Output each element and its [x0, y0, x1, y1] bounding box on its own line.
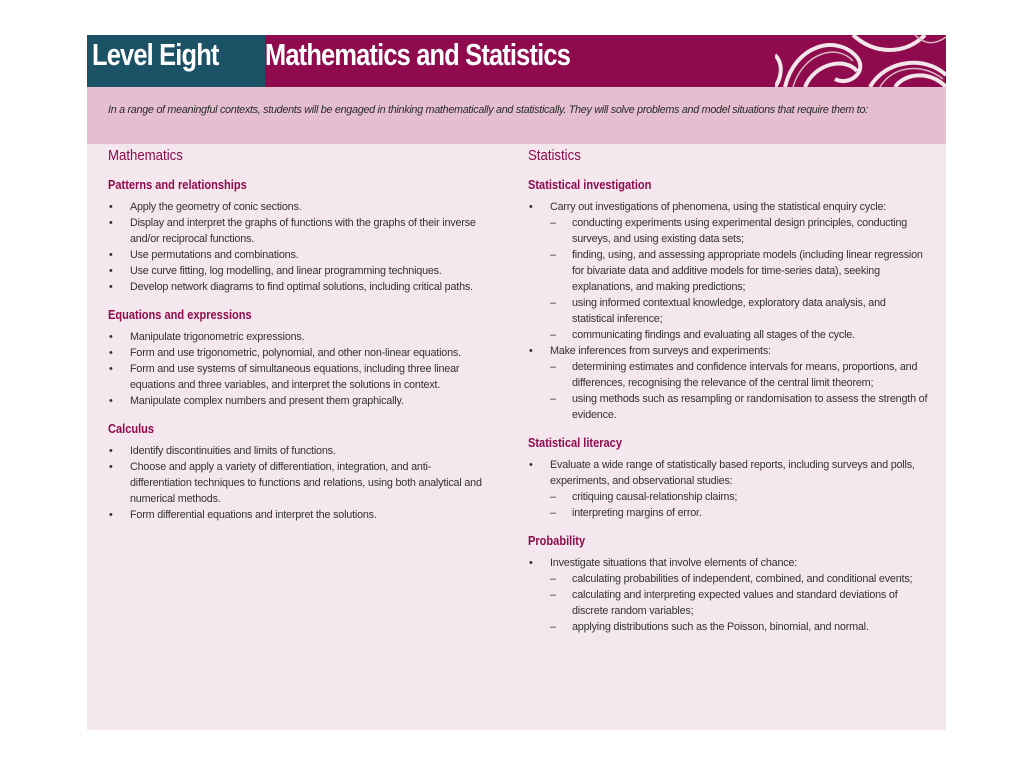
intro-band [87, 87, 946, 144]
list-item: • Form and use trigonometric, polynomial, and other non-linear equations. [108, 345, 488, 361]
list-item-text: Carry out investigations of phenomena, using the statistical enquiry cycle: [550, 201, 887, 213]
sub-list [550, 489, 928, 521]
sub-list-item: – finding, using, and assessing appropriate models (including linear regression for bivariate data and additive models for time-series data), seeking explanations, and making predictions; [550, 247, 928, 295]
column-title: Statistics [528, 147, 581, 164]
level-banner [87, 35, 265, 87]
list-item: • Develop network diagrams to find optimal solutions, including critical paths. [108, 279, 488, 295]
section-title: Statistical literacy [528, 435, 622, 450]
list-item: • Use curve fitting, log modelling, and linear programming techniques. [108, 263, 488, 279]
bullet-list [108, 329, 488, 409]
sub-list [550, 571, 928, 635]
sub-list-item: – using methods such as resampling or randomisation to assess the strength of evidence. [550, 391, 928, 423]
sub-list-item: – applying distributions such as the Poisson, binomial, and normal. [550, 619, 928, 635]
list-item-text: Make inferences from surveys and experiments: [550, 345, 771, 357]
list-item [528, 199, 928, 343]
sub-list-item: – critiquing causal-relationship claims; [550, 489, 928, 505]
list-item: • Manipulate trigonometric expressions. [108, 329, 488, 345]
list-item: • Choose and apply a variety of differentiation, integration, and anti-differentiation techniques to functions and relations, using both analytical and numerical methods. [108, 459, 488, 507]
sub-list [550, 215, 928, 343]
bullet-list [528, 199, 928, 423]
statistics-column [528, 147, 928, 647]
curriculum-page [87, 35, 946, 730]
level-title: Level Eight [92, 37, 219, 72]
sub-list [550, 359, 928, 423]
list-item-text: Evaluate a wide range of statistically based reports, including surveys and polls, experiments, and observational studies: [550, 459, 915, 487]
intro-text: In a range of meaningful contexts, students will be engaged in thinking mathematically and statistically. They will solve problems and model situations that require them to: [108, 104, 868, 116]
sub-list-item: – interpreting margins of error. [550, 505, 928, 521]
bullet-list [108, 443, 488, 523]
sub-list-item: – conducting experiments using experimental design principles, conducting surveys, and using existing data sets; [550, 215, 928, 247]
list-item: • Identify discontinuities and limits of functions. [108, 443, 488, 459]
list-item: • Display and interpret the graphs of functions with the graphs of their inverse and/or reciprocal functions. [108, 215, 488, 247]
list-item [528, 555, 928, 635]
list-item [528, 457, 928, 521]
column-title: Mathematics [108, 147, 183, 164]
sub-list-item: – determining estimates and confidence intervals for means, proportions, and differences, recognising the relevance of the central limit theorem; [550, 359, 928, 391]
bullet-list [108, 199, 488, 295]
list-item: • Apply the geometry of conic sections. [108, 199, 488, 215]
list-item: • Form differential equations and interpret the solutions. [108, 507, 488, 523]
section-title: Equations and expressions [108, 307, 252, 322]
list-item: • Use permutations and combinations. [108, 247, 488, 263]
list-item: • Form and use systems of simultaneous equations, including three linear equations and three variables, and interpret the solutions in context. [108, 361, 488, 393]
sub-list-item: – calculating probabilities of independent, combined, and conditional events; [550, 571, 928, 587]
sub-list-item: – calculating and interpreting expected values and standard deviations of discrete random variables; [550, 587, 928, 619]
section-title: Statistical investigation [528, 177, 652, 192]
list-item [528, 343, 928, 423]
sub-list-item: – communicating findings and evaluating all stages of the cycle. [550, 327, 928, 343]
section-title: Calculus [108, 421, 155, 436]
section-title: Probability [528, 533, 586, 548]
subject-title: Mathematics and Statistics [265, 37, 571, 72]
sub-list-item: – using informed contextual knowledge, exploratory data analysis, and statistical inference; [550, 295, 928, 327]
bullet-list [528, 555, 928, 635]
mathematics-column [108, 147, 488, 535]
page-header [87, 35, 946, 87]
mathematics-sections [108, 177, 488, 523]
koru-pattern-decoration [775, 35, 946, 87]
list-item: • Manipulate complex numbers and present them graphically. [108, 393, 488, 409]
bullet-list [528, 457, 928, 521]
list-item-text: Investigate situations that involve elements of chance: [550, 557, 798, 569]
statistics-sections [528, 177, 928, 635]
section-title: Patterns and relationships [108, 177, 247, 192]
